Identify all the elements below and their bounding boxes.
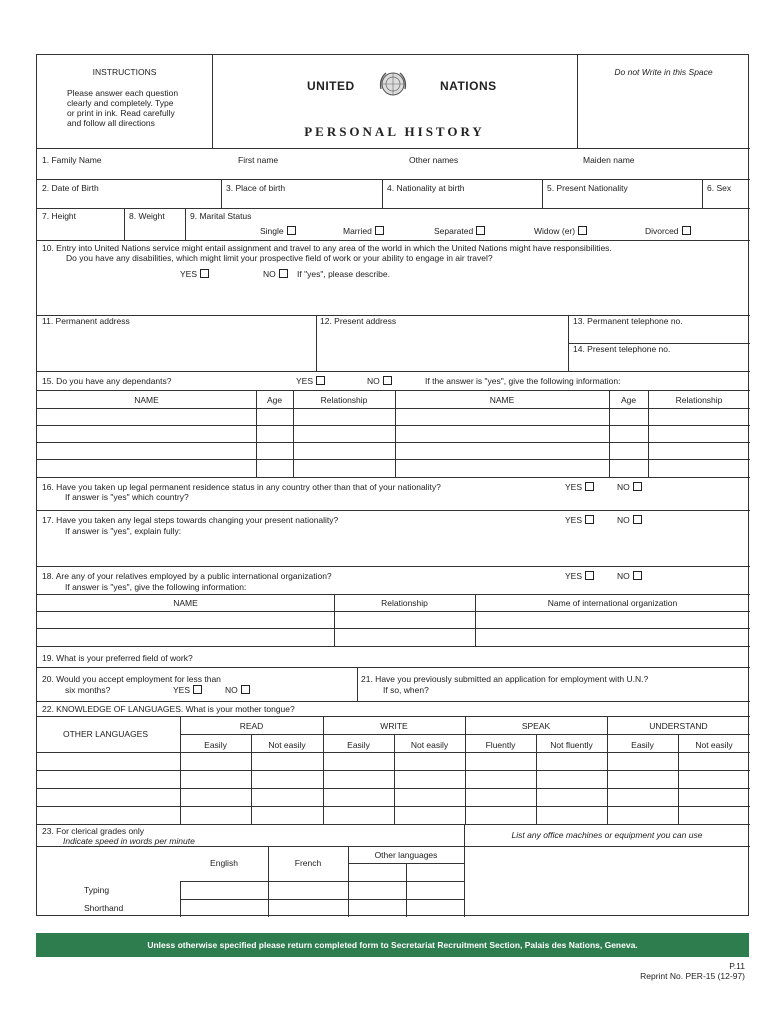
present-address-field[interactable]: 12. Present address: [320, 316, 397, 326]
relatives-header-relationship: Relationship: [381, 598, 428, 608]
marital-status-label: 9. Marital Status: [190, 211, 252, 221]
present-telephone-field[interactable]: 14. Present telephone no.: [573, 344, 671, 354]
height-field[interactable]: 7. Height: [42, 211, 77, 221]
other-languages-label: OTHER LANGUAGES: [63, 729, 149, 739]
instructions-title: INSTRUCTIONS: [92, 67, 157, 77]
typing-label: Typing: [84, 885, 110, 895]
q16-text: 16. Have you taken up legal permanent residence status in any country other than that of your nationality?: [42, 482, 441, 492]
office-use-note: Do not Write in this Space: [614, 67, 713, 77]
typing-other-languages-header: Other languages: [374, 850, 438, 860]
instructions-line: and follow all directions: [67, 118, 155, 128]
place-of-birth-field[interactable]: 3. Place of birth: [226, 183, 286, 193]
q17-text: 17. Have you taken any legal steps towards changing your present nationality?: [42, 515, 339, 525]
lang-sub-header: Easily: [204, 740, 227, 750]
q23-text: 23. For clerical grades only: [42, 826, 145, 836]
lang-sub-header: Easily: [631, 740, 654, 750]
q20-text: six months?: [65, 685, 111, 695]
lang-group-speak: SPEAK: [521, 721, 551, 731]
dependants-header-name: NAME: [134, 395, 159, 405]
present-nationality-field[interactable]: 5. Present Nationality: [547, 183, 628, 193]
q16-yes-checkbox[interactable]: YES: [565, 482, 594, 492]
lang-group-read: READ: [239, 721, 264, 731]
widow-checkbox[interactable]: Widow (er): [534, 226, 587, 236]
divorced-checkbox[interactable]: Divorced: [645, 226, 691, 236]
q19-text: 19. What is your preferred field of work?: [42, 653, 193, 663]
nationality-at-birth-field[interactable]: 4. Nationality at birth: [387, 183, 465, 193]
lang-group-understand: UNDERSTAND: [649, 721, 708, 731]
typing-english-header: English: [210, 858, 238, 868]
q20-no-checkbox[interactable]: NO: [225, 685, 250, 695]
family-name-field[interactable]: 1. Family Name: [42, 155, 102, 165]
un-emblem-icon: [378, 69, 408, 99]
maiden-name-field[interactable]: Maiden name: [583, 155, 635, 165]
q15-info-label: If the answer is "yes", give the following information:: [425, 376, 621, 386]
q10-text: 10. Entry into United Nations service might entail assignment and travel to any area of the world in which the United Nations might have responsibilities.: [42, 243, 612, 253]
q20-text: 20. Would you accept employment for less than: [42, 674, 221, 684]
q23-text: Indicate speed in words per minute: [63, 836, 195, 846]
married-checkbox[interactable]: Married: [343, 226, 384, 236]
q16-text: If answer is "yes" which country?: [65, 492, 189, 502]
instructions-line: clearly and completely. Type: [67, 98, 174, 108]
q10-no-checkbox[interactable]: NO: [263, 269, 288, 279]
q17-no-checkbox[interactable]: NO: [617, 515, 642, 525]
q15-text: 15. Do you have any dependants?: [42, 376, 172, 386]
lang-sub-header: Not easily: [268, 740, 306, 750]
other-names-field[interactable]: Other names: [409, 155, 459, 165]
lang-group-write: WRITE: [380, 721, 408, 731]
un-title-left: UNITED: [307, 79, 355, 93]
typing-french-header: French: [294, 858, 322, 868]
q18-no-checkbox[interactable]: NO: [617, 571, 642, 581]
lang-sub-header: Fluently: [485, 740, 516, 750]
date-of-birth-field[interactable]: 2. Date of Birth: [42, 183, 99, 193]
page-code: P.11: [729, 961, 745, 971]
instructions-line: or print in ink. Read carefully: [67, 108, 175, 118]
relatives-header-name: NAME: [173, 598, 198, 608]
permanent-telephone-field[interactable]: 13. Permanent telephone no.: [573, 316, 683, 326]
relatives-header-organization: Name of international organization: [547, 598, 678, 608]
dependants-header-relationship: Relationship: [675, 395, 723, 405]
q18-yes-checkbox[interactable]: YES: [565, 571, 594, 581]
q17-text: If answer is "yes", explain fully:: [65, 526, 182, 536]
single-checkbox[interactable]: Single: [260, 226, 296, 236]
q20-yes-checkbox[interactable]: YES: [173, 685, 202, 695]
q10-text: Do you have any disabilities, which might limit your prospective field of work or your ability to engage in air travel?: [66, 253, 493, 263]
page-title: PERSONAL HISTORY: [304, 124, 485, 139]
permanent-address-field[interactable]: 11. Permanent address: [42, 316, 130, 326]
q17-yes-checkbox[interactable]: YES: [565, 515, 594, 525]
instructions-line: Please answer each question: [67, 88, 179, 98]
dependants-header-age: Age: [620, 395, 637, 405]
q22-text: 22. KNOWLEDGE OF LANGUAGES. What is your mother tongue?: [42, 704, 295, 714]
q10-describe-label: If "yes", please describe.: [297, 269, 390, 279]
first-name-field[interactable]: First name: [238, 155, 279, 165]
personal-history-form: [36, 54, 749, 916]
q15-yes-checkbox[interactable]: YES: [296, 376, 325, 386]
weight-field[interactable]: 8. Weight: [129, 211, 165, 221]
sex-field[interactable]: 6. Sex: [707, 183, 732, 193]
q21-text: 21. Have you previously submitted an application for employment with U.N.?: [361, 674, 649, 684]
q21-text: If so, when?: [383, 685, 429, 695]
dependants-header-name: NAME: [489, 395, 515, 405]
dependants-header-age: Age: [266, 395, 283, 405]
q10-yes-checkbox[interactable]: YES: [180, 269, 209, 279]
lang-sub-header: Not easily: [410, 740, 449, 750]
lang-sub-header: Easily: [347, 740, 370, 750]
q18-text: 18. Are any of your relatives employed by a public international organization?: [42, 571, 332, 581]
separated-checkbox[interactable]: Separated: [434, 226, 485, 236]
dependants-header-relationship: Relationship: [320, 395, 368, 405]
un-title-right: NATIONS: [440, 79, 497, 93]
office-machines-label: List any office machines or equipment you can use: [511, 830, 703, 840]
q16-no-checkbox[interactable]: NO: [617, 482, 642, 492]
lang-sub-header: Not fluently: [550, 740, 593, 750]
lang-sub-header: Not easily: [695, 740, 733, 750]
return-instructions-banner: Unless otherwise specified please return completed form to Secretariat Recruitment Section, Palais des Nations, Geneva.: [36, 933, 749, 957]
q18-text: If answer is "yes", give the following information:: [65, 582, 247, 592]
reprint-number: Reprint No. PER-15 (12-97): [640, 971, 745, 981]
q15-no-checkbox[interactable]: NO: [367, 376, 392, 386]
shorthand-label: Shorthand: [84, 903, 124, 913]
